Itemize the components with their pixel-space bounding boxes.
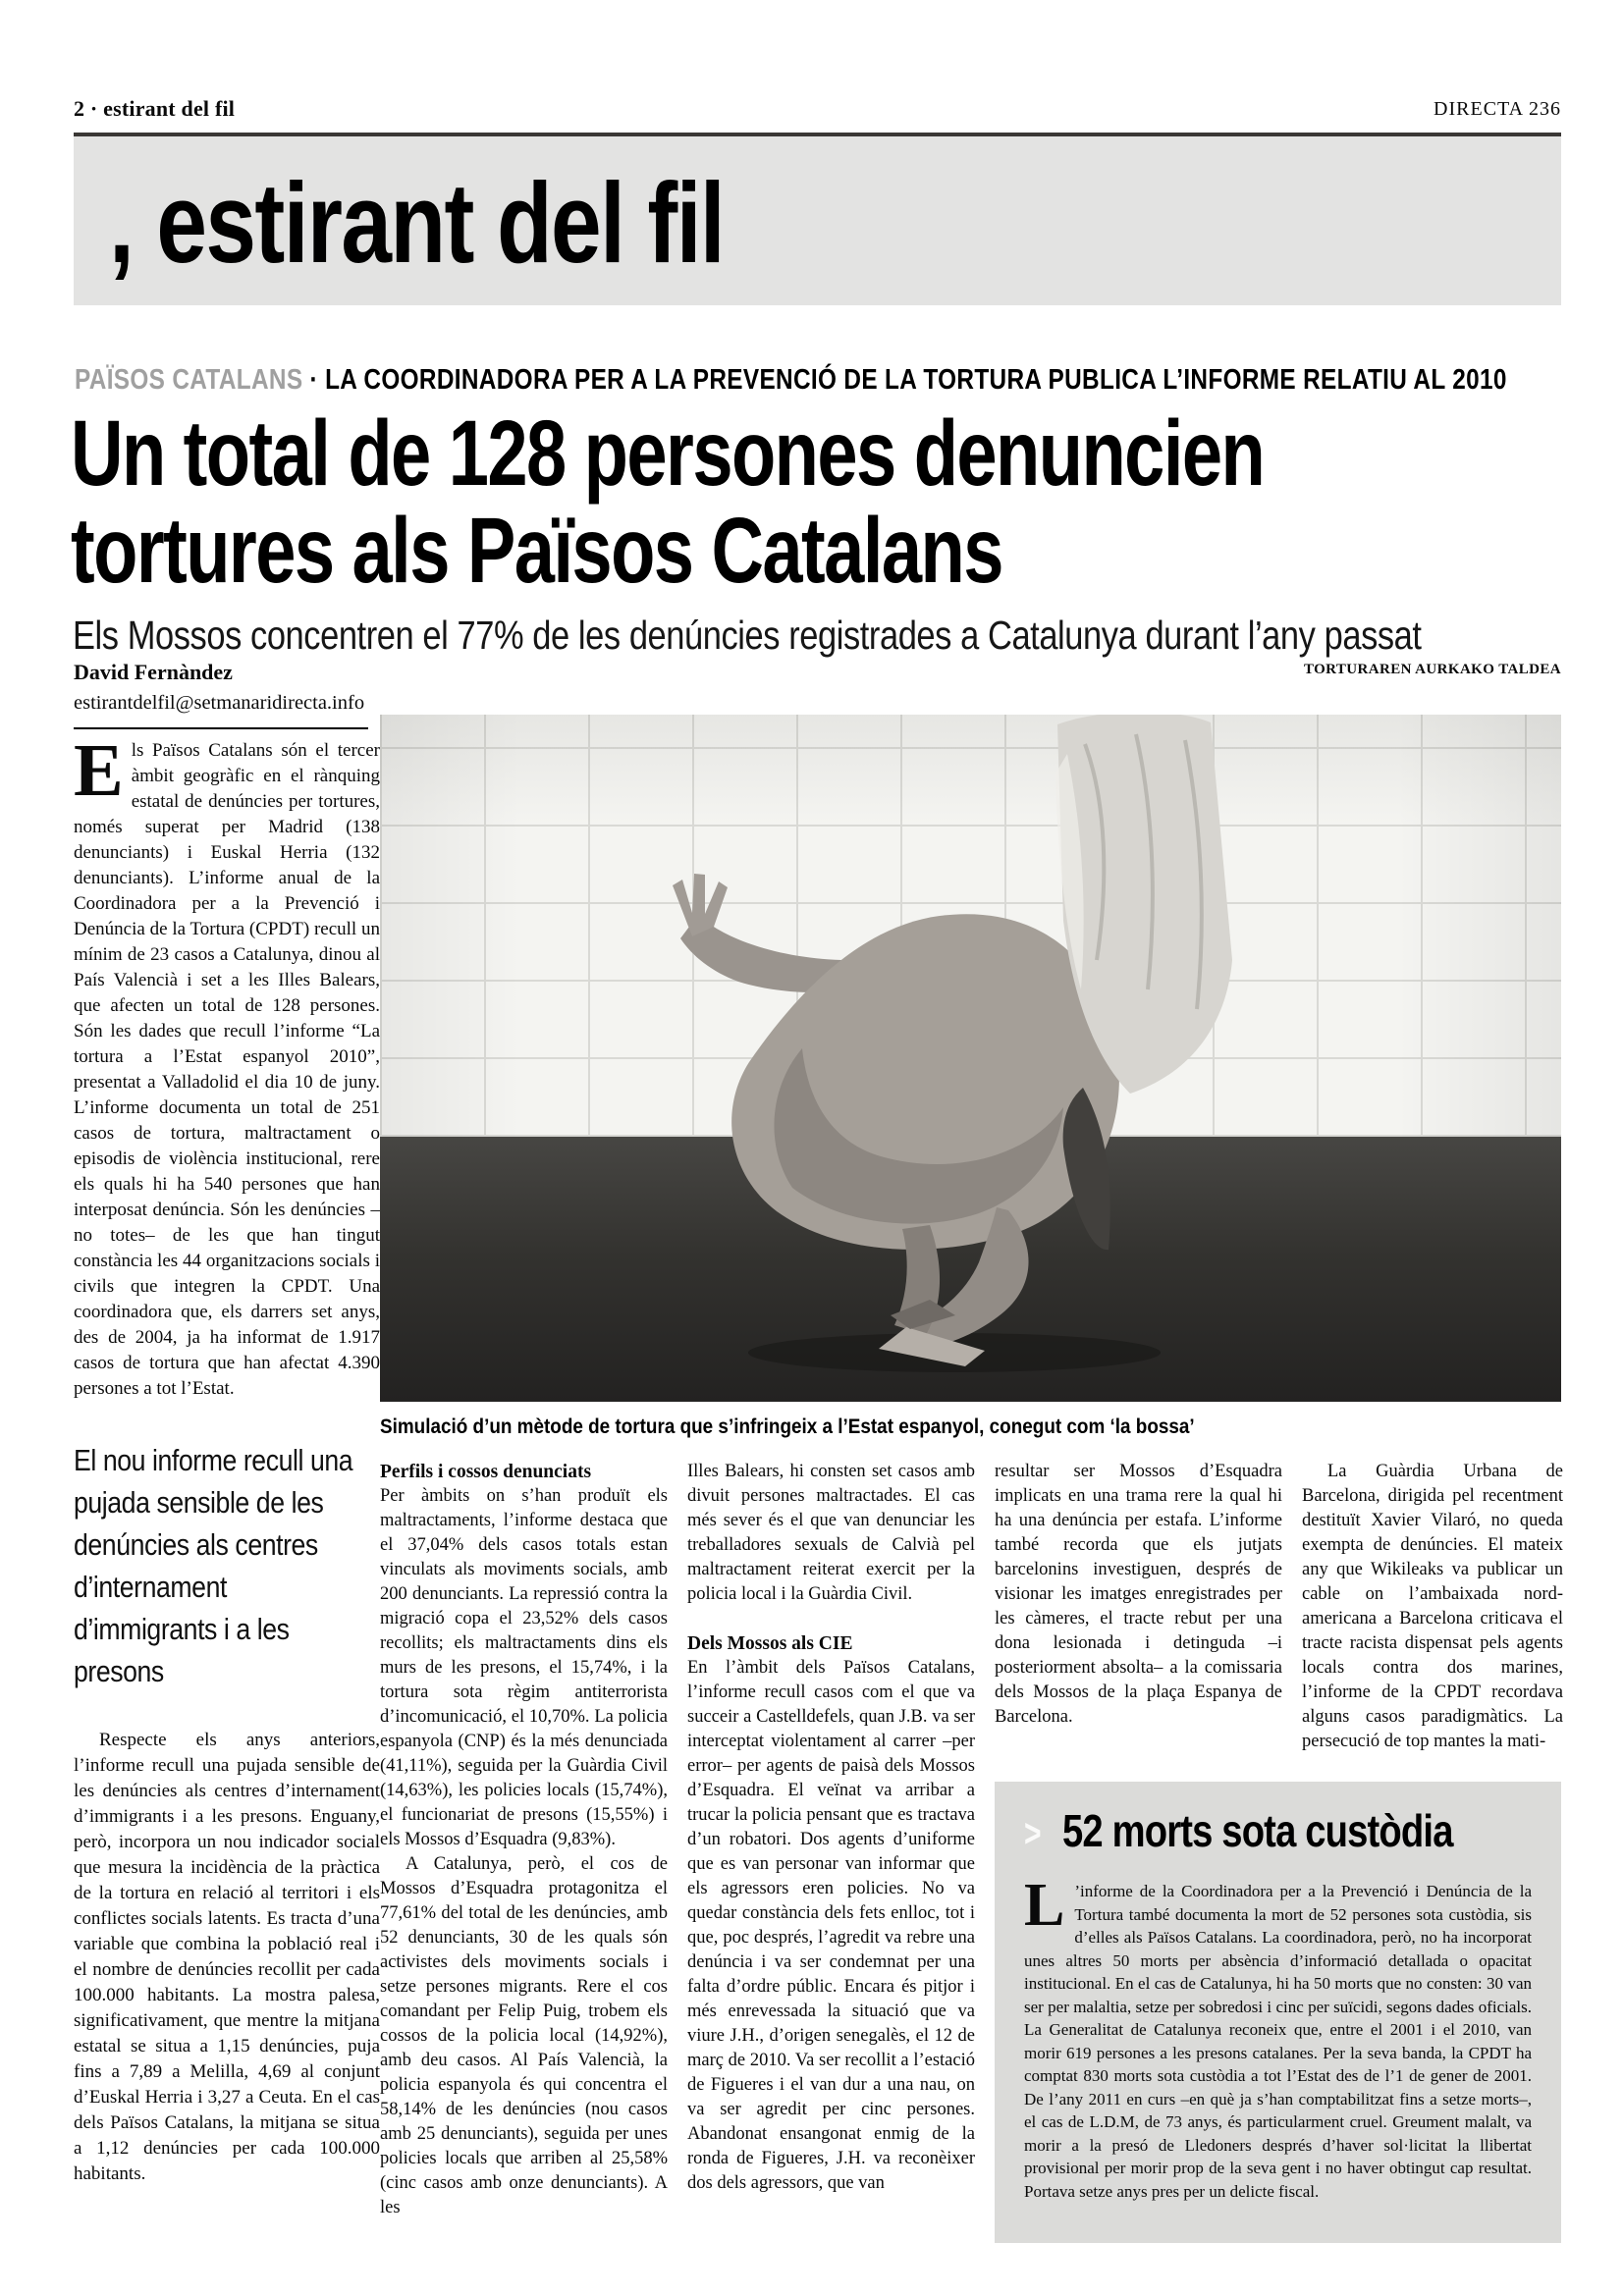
sidebar-box-title: 52 morts sota custòdia [1062,1805,1453,1856]
kicker-text: LA COORDINADORA PER A LA PREVENCIÓ DE LA TORTURA PUBLICA L’INFORME RELATIU AL 2010 [325,364,1507,396]
sidebar-box-morts-custodia [995,1782,1561,2243]
photo-caption [380,1415,1561,1440]
column-subhead-perfils: Perfils i cossos denunciats [380,1462,592,1482]
lead-dropcap: E [74,738,124,812]
sidebar-dropcap: L [1024,1872,1065,1939]
lead-paragraph [74,738,380,1402]
body-column-3 [995,1460,1282,1764]
headline-line-1: Un total de 128 persones denuncien [71,401,1265,506]
column2-paragraph-2: En l’àmbit dels Països Catalans, l’informe recull casos com el que va succeir a Castelldefels, quan J.B. va ser interceptat violentament al carrer –per error– per agents de paisà dels Mossos d’Esquadra. El veïnat va arribar a trucar la policia pensant que es tractava d’un robatori. Dos agents d’uniforme que es van personar van informar que els agressors eren policies. No va quedar constància dels fets enlloc, tot i que, poc després, l’agredit va rebre una denúncia i va ser condemnat per una falta d’ordre públic. Encara és pitjor i més enrevessada la situació que va viure J.H., d’origen senegalès, el 12 de març de 2010. Va ser recollit a l’estació de Figueres i el van dur a una nau, on va ser agredit per cinc persones. Abandonat ensangonat enmig de la ronda de Figueres, J.H. va reconèixer dos dels agressors, que van [687,1658,975,2193]
sidebar-box-title-row [1024,1807,1532,1856]
left-column-paragraph: Respecte els anys anteriors, l’informe recull una pujada sensible de les denúncies als centres d’internament d’immigrants i a les presons. Enguany, però, incorpora un nou indicador social que mesura la incidència de la pràctica de la tortura en relació al territori i els conflictes socials latents. Es tracta d’una variable que combina la població real i el nombre de denúncies recollit per cada 100.000 habitants. La mostra palesa, significativament, que mentre la mitjana estatal se situa a 1,15 denúncies, puja fins a 7,89 a Melilla, 4,69 al conjunt d’Euskal Herria i 3,27 a Ceuta. En el cas dels Països Catalans, la mitjana se situa a 1,12 denúncies per cada 100.000 habitants. [74,1730,380,2184]
photo-caption-text: Simulació d’un mètode de tortura que s’infringeix a l’Estat espanyol, conegut com ‘la bossa’ [380,1415,1195,1438]
column3-paragraph-1: resultar ser Mossos d’Esquadra implicats en una trama rere la qual hi ha una denúncia per estafa. L’informe també recorda que els jutjats barcelonins investiguen, després de visionar les imatges enregistrades per les càmeres, el tracte rebut per una dona lesionada i detinguda –i posteriorment absolta– a la comissaria dels Mossos de la plaça Espanya de Barcelona. [995,1462,1282,1727]
headline [71,401,1558,603]
sidebar-text: ’informe de la Coordinadora per a la Prevenció i Denúncia de la Tortura també documenta la mort de 52 persones sota custòdia, sis d’elles als Països Catalans. La coordinadora, però, no ha incorporat unes altres 50 morts per absència d’informació detallada o opacitat institucional. En el cas de Catalunya, hi ha 50 morts que no consten: 30 van ser per malaltia, setze per sobredosi i cinc per suïcidi, segons dades oficials. La Generalitat de Catalunya reconeix que, entre el 2001 i el 2010, van morir 619 persones a les presons catalanes. Per la seva banda, la CPDT ha comptat 830 morts sota custòdia a tot l’Estat des de l’1 de gener de 2001. De l’any 2011 en curs –en què ja s’han comptabilitzat fins a setze morts–, el cas de L.D.M, de 73 anys, és particularment cruel. Greument malalt, va morir a la presó de Lledoners després d’haver sol·licitat la llibertat provisional per morir prop de la seva gent i no haver obtingut cap resultat. Portava setze anys pres per un delicte fiscal. [1024,1882,1532,2201]
lead-text: ls Països Catalans són el tercer àmbit geogràfic en el rànquing estatal de denúncies per tortures, només superat per Madrid (138 denunciants) i Euskal Herria (132 denunciants). L’informe anual de la Coordinadora per a la Prevenció i Denúncia de la Tortura (CPDT) recull un mínim de 23 casos a Catalunya, dinou al País Valencià i set a les Illes Balears, que afecten un total de 128 persones. Són les dades que recull l’informe “La tortura a l’Estat espanyol 2010”, presentat a Valladolid el dia 10 de juny. L’informe documenta un total de 251 casos de tortura, maltractament o episodis de violència institucional, rere els quals hi ha 540 persones que han interposat denúncia. Són les denúncies –no totes– de les que han tingut constància les 44 organitzacions socials i civils que integren la CPDT. Una coordinadora que, els darrers set anys, des de 2004, ja ha informat de 1.917 casos de tortura que han afectat 4.390 persones a tot l’Estat. [74,740,380,1399]
body-column-2 [687,1460,975,2296]
subhead-text: Els Mossos concentren el 77% de les denúncies registrades a Catalunya durant l’any passat [73,613,1422,658]
author-name: David Fernàndez [74,660,233,684]
column1-paragraph-1: Per àmbits on s’han produït els maltractaments, l’informe destaca que el 37,04% dels casos totals estan vinculats als moviments socials, amb 200 denunciants. La repressió contra la migració copa el 23,52% dels casos recollits; els maltractaments dins els murs de les presons, el 15,74%, i la tortura sota règim antiterrorista d’incomunicació, el 10,70%. La policia espanyola (CNP) és la més denunciada (41,11%), seguida per la Guàrdia Civil (14,63%), les policies locals (15,74%), el funcionariat de presons (15,55%) i els Mossos d’Esquadra (9,83%). [380,1486,668,1849]
column1-paragraph-2: A Catalunya, però, el cos de Mossos d’Esquadra protagonitza el 77,61% del total de les denúncies, amb 52 denunciants, 30 de les quals són activistes dels moviments socials i setze persones migrants. Rere el cos comandant per Felip Puig, trobem els cossos de la policia local (14,92%), amb deu casos. Al País Valencià, la policia espanyola és qui concentra el 58,14% de les denúncies (nou casos amb 25 denunciants), seguida per unes policies locals que arriben al 25,58% (cinc casos amb onze denunciants). A les [380,1854,668,2217]
lead-column [74,738,380,2281]
body-column-1 [380,1460,668,2296]
subhead [73,613,1560,658]
kicker-separator: · [309,364,318,396]
photo-credit: TORTURAREN AURKAKO TALDEA [1303,662,1561,677]
section-title: , estirant del fil [109,159,725,287]
masthead [74,96,1561,130]
arrow-marker-icon: > [1024,1812,1042,1855]
byline [74,660,388,729]
pullquote [74,1439,380,1692]
column4-paragraph-1: La Guàrdia Urbana de Barcelona, dirigida pel recentment destituït Xavier Vilaró, no queda exempta de denúncies. El mateix any que Wikileaks va publicar un cable on l’ambaixada nord-americana a Barcelona criticava el tracte racista dispensat pels agents locals contra dos marines, l’informe de la CPDT recordava alguns casos paradigmàtics. La persecució de top mantes la mati- [1302,1462,1563,1751]
column-subhead-mossos-cie: Dels Mossos als CIE [687,1633,853,1654]
kicker-region: PAÏSOS CATALANS [75,364,303,396]
body-column-4 [1302,1460,1563,1784]
photo-figure-illustration [380,715,1561,1402]
section-banner [74,133,1561,305]
headline-line-2: tortures als Països Catalans [71,499,1002,603]
sidebar-box-body [1024,1872,1532,2203]
author-email: estirantdelfil@setmanaridirecta.info [74,692,365,714]
column2-paragraph-1: Illes Balears, hi consten set casos amb divuit persones maltractades. El cas més sever és el que van denunciar les treballadores sexuals de Calvià pel maltractament reiterat exercit per la policia local i la Guàrdia Civil. [687,1462,975,1604]
kicker [75,364,1562,398]
article-photo [380,715,1561,1402]
byline-rule [74,727,368,729]
page-number-section: 2 · estirant del fil [74,96,236,121]
pullquote-text: El nou informe recull una pujada sensible de les denúncies als centres d’internament d’immigrants i a les presons [74,1443,353,1688]
issue-label: DIRECTA 236 [1434,98,1561,120]
